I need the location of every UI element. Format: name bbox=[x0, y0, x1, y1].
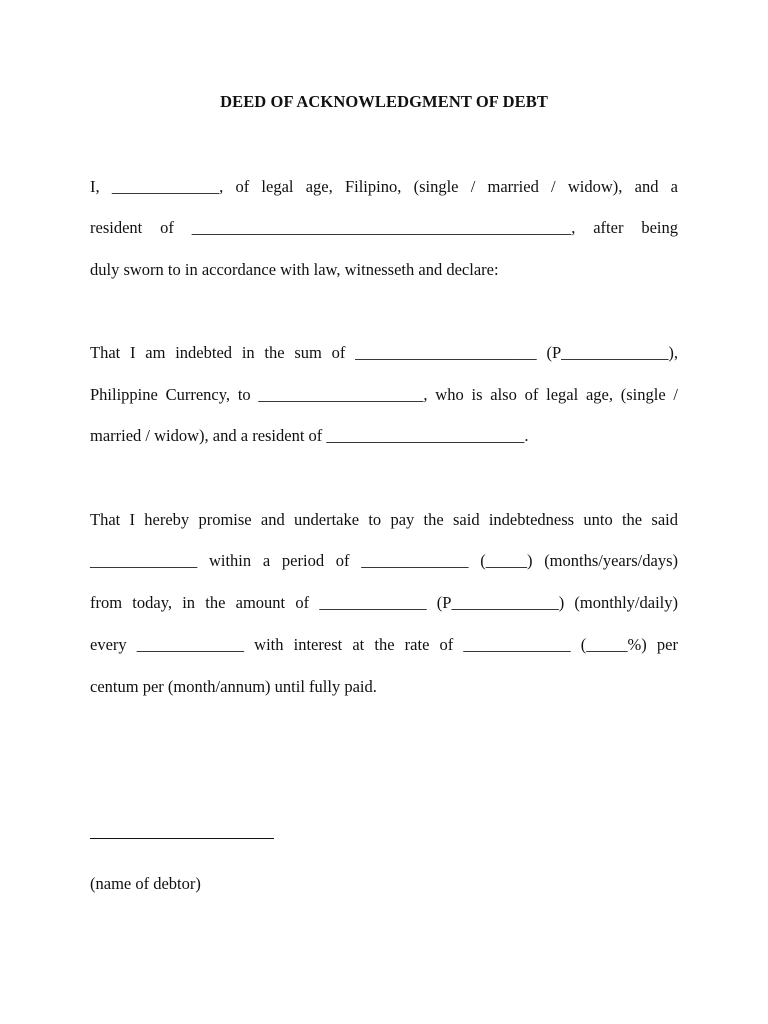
paragraph-1-line-1: I, _____________, of legal age, Filipino, (single / married / widow), and a bbox=[90, 177, 678, 196]
paragraph-1-line-3: duly sworn to in accordance with law, witnesseth and declare: bbox=[90, 260, 499, 279]
signature-label: (name of debtor) bbox=[90, 874, 201, 893]
paragraph-3-line-1: That I hereby promise and undertake to pay the said indebtedness unto the said bbox=[90, 510, 678, 529]
paragraph-2-line-2: Philippine Currency, to ____________________, who is also of legal age, (single / bbox=[90, 385, 678, 404]
paragraph-3-line-3: from today, in the amount of _____________ (P_____________) (monthly/daily) bbox=[90, 593, 678, 612]
paragraph-2-line-1: That I am indebted in the sum of ______________________ (P_____________), bbox=[90, 343, 678, 362]
signature-line bbox=[90, 838, 274, 839]
paragraph-3-line-5: centum per (month/annum) until fully paid. bbox=[90, 677, 377, 696]
paragraph-2-line-3: married / widow), and a resident of ________________________. bbox=[90, 426, 529, 445]
paragraph-3-line-4: every _____________ with interest at the rate of _____________ (_____%) per bbox=[90, 635, 678, 654]
paragraph-1-line-2: resident of ______________________________________________, after being bbox=[90, 218, 678, 237]
paragraph-3-line-2: _____________ within a period of _____________ (_____) (months/years/days) bbox=[90, 551, 678, 570]
document-title: DEED OF ACKNOWLEDGMENT OF DEBT bbox=[220, 92, 548, 111]
